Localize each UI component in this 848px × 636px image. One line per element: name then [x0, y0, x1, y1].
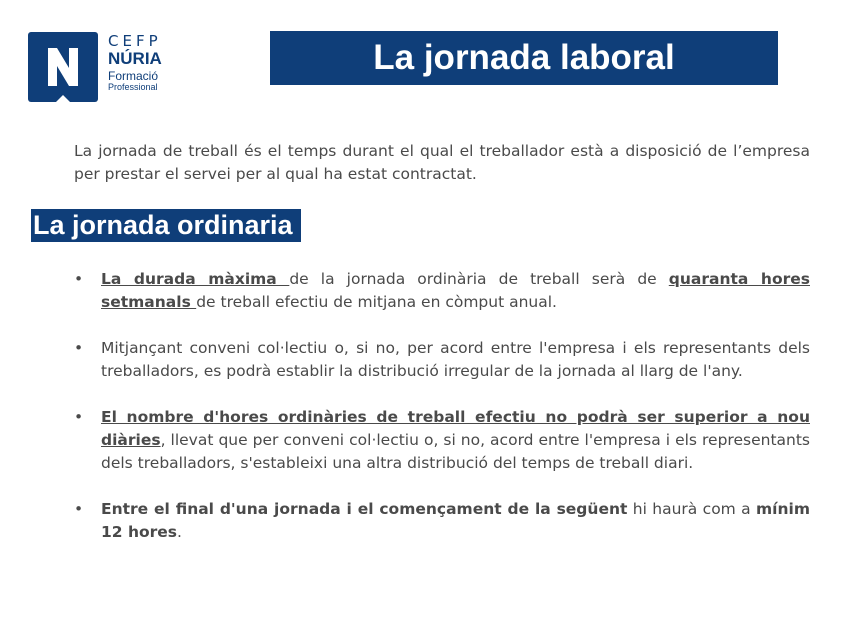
logo-line-cefp: CEFP [108, 32, 162, 50]
bullet-text: , llevat que per conveni col·lectiu o, si no, acord entre l'empresa i els representants dels treballadors, s'estableixi una altra distribució del temps de treball diari. [101, 431, 810, 472]
logo-line-formacio: Formació [108, 69, 159, 83]
logo-n-icon [28, 32, 98, 102]
bullet-text: . [177, 523, 182, 541]
bullet-list [74, 268, 810, 544]
bullet-emphasis: Entre el final d'una jornada i el començament de la següent [101, 500, 628, 518]
slide-title: La jornada laboral [270, 31, 778, 85]
intro-paragraph: La jornada de treball és el temps durant el qual el treballador està a disposició de l’empresa per prestar el servei per al qual ha estat contractat. [74, 142, 810, 183]
bullet-item-daily-hours [74, 406, 810, 475]
bullet-text: de treball efectiu de mitjana en còmput anual. [196, 293, 557, 311]
logo-mark [28, 32, 98, 102]
bullet-item-rest-between-shifts [74, 498, 810, 544]
bullet-text: Mitjançant conveni col·lectiu o, si no, per acord entre l'empresa i els representants dels treballadors, es podrà establir la distribució irregular de la jornada al llarg de l'any. [101, 339, 810, 380]
bullet-emphasis: La durada màxima [101, 270, 290, 288]
bullet-text: de la jornada ordinària de treball serà de [289, 270, 669, 288]
section-heading: La jornada ordinaria [31, 209, 301, 242]
bullet-item-irregular-distribution [74, 337, 810, 383]
bullet-emphasis: quaranta hores setmanals [101, 270, 810, 311]
bullet-text: hi haurà com a [627, 500, 757, 518]
logo-line-professional: Professional [108, 82, 158, 92]
bullet-emphasis: mínim 12 hores [101, 500, 810, 541]
logo-line-nuria: NÚRIA [108, 49, 162, 68]
bullet-emphasis: El nombre d'hores ordinàries de treball efectiu no podrà ser superior a nou diàries [101, 408, 810, 449]
cefp-nuria-logo [28, 32, 178, 104]
logo-wordmark [108, 34, 162, 92]
bullet-item-max-duration [74, 268, 810, 314]
